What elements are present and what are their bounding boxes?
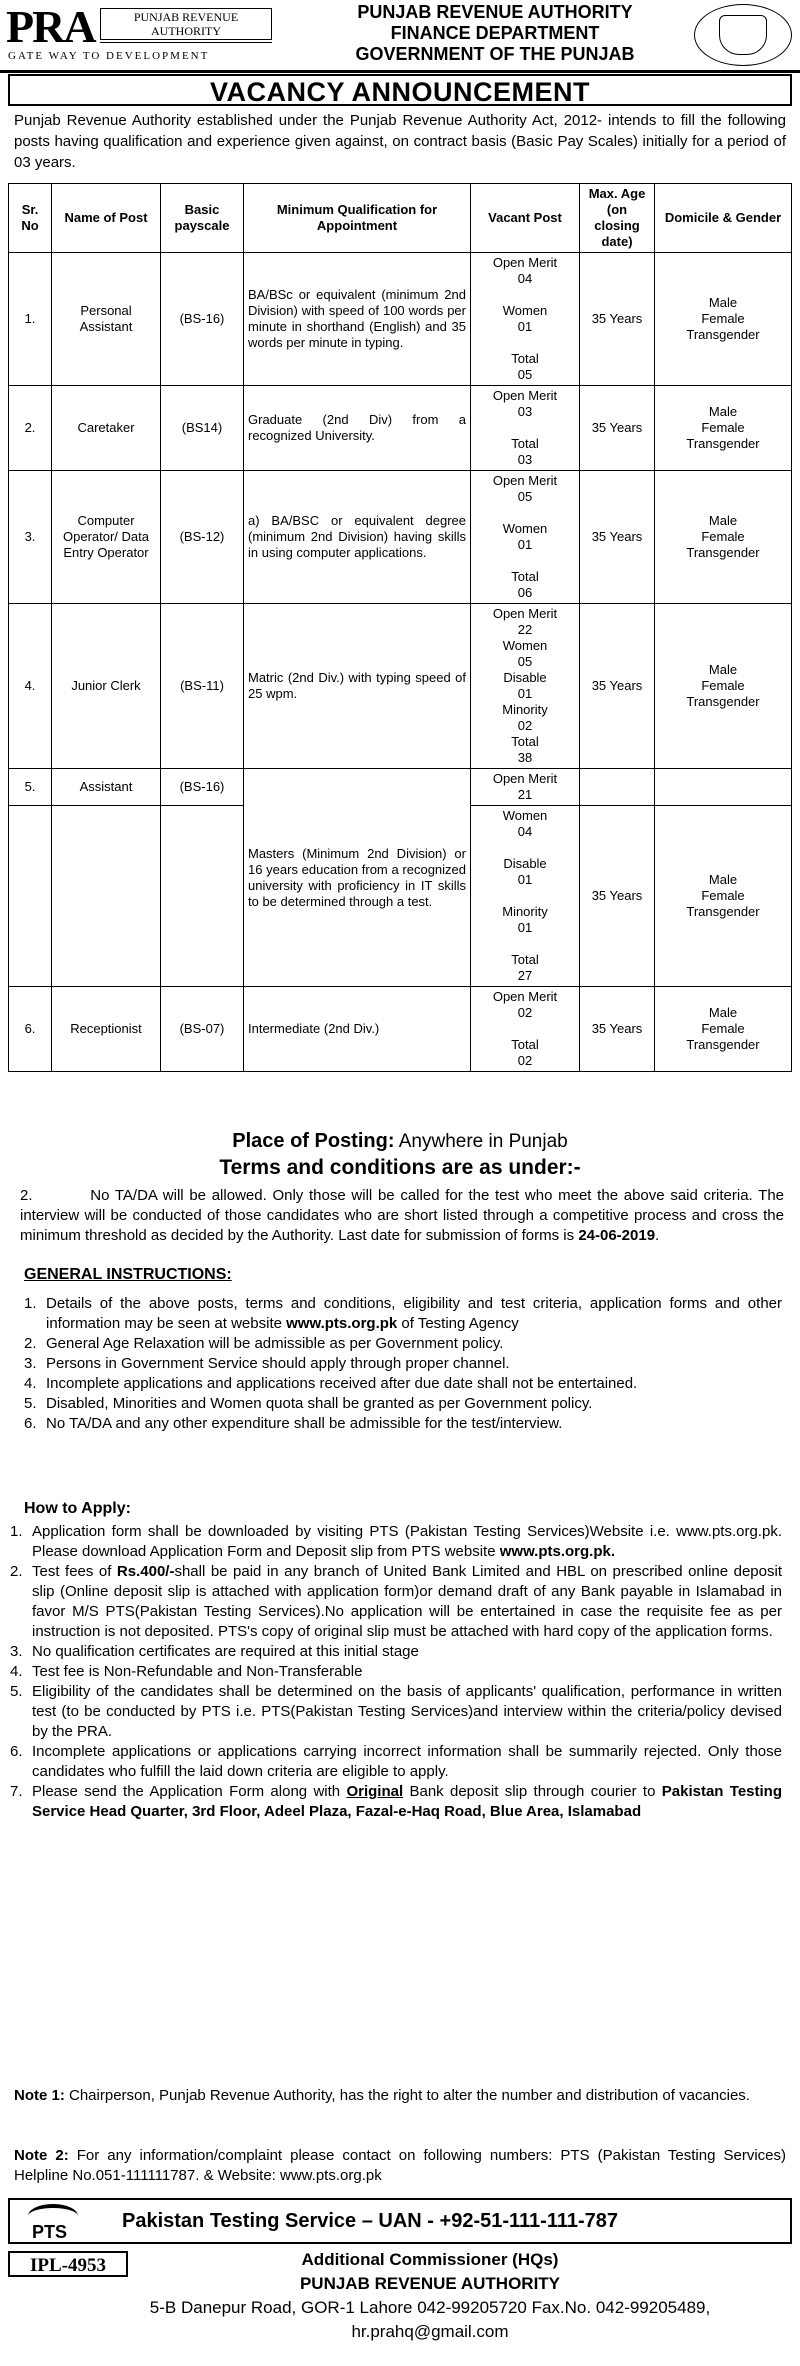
pts-logo-icon — [18, 2202, 88, 2242]
cell-scale: (BS-07) — [161, 987, 244, 1072]
vacant-line: 05 — [517, 367, 533, 382]
gender-line: Male — [708, 404, 738, 419]
table-header-row — [9, 184, 792, 253]
vacant-line — [475, 1021, 575, 1037]
vacant-line: 01 — [517, 537, 533, 552]
vacant-line: 02 — [517, 1005, 533, 1020]
gender-line: Female — [701, 529, 745, 544]
cell-scale: (BS-11) — [161, 604, 244, 769]
header-sr-no: Sr. No — [9, 184, 52, 253]
table-row — [9, 471, 792, 604]
gender-line: Male — [708, 872, 738, 887]
list-text: Persons in Government Service should apply through proper channel. — [46, 1355, 510, 1372]
how-to-apply-title: How to Apply: — [24, 1500, 131, 1517]
list-text: Test fee is Non-Refundable and Non-Transferable — [32, 1663, 363, 1680]
cell-age: 35 Years — [580, 806, 655, 987]
cell-sr: 2. — [9, 386, 52, 471]
list-item — [24, 1354, 782, 1374]
posting-label: Place of Posting: — [232, 1130, 395, 1152]
gender-line: Transgender — [686, 1037, 760, 1052]
header-post: Name of Post — [52, 184, 161, 253]
vacant-line — [475, 505, 575, 521]
cell-gender — [655, 253, 792, 386]
list-text: Incomplete applications or applications carrying incorrect information shall be summarily rejected. Only those candidates who fulfill the laid down criteria are eligible to apply. — [32, 1743, 782, 1780]
cell-qualification: BA/BSc or equivalent (minimum 2nd Division) with speed of 100 words per minute in shorthand (English) and 35 words per minute in typing. — [244, 253, 471, 386]
vacant-line: Minority — [502, 702, 548, 717]
list-num: 6. — [10, 1743, 23, 1760]
vacancy-table — [8, 183, 792, 1072]
vacant-line: 21 — [517, 787, 533, 802]
note-1-label: Note 1: — [14, 2087, 65, 2104]
gender-line: Male — [708, 1005, 738, 1020]
table-row — [9, 604, 792, 769]
cell-qualification: Masters (Minimum 2nd Division) or 16 years education from a recognized university with proficiency in IT skills to be determined through a test. — [244, 769, 471, 987]
cell-sr: 4. — [9, 604, 52, 769]
vacant-line: Women — [502, 638, 548, 653]
cell-vacant — [471, 769, 580, 806]
list-bold: www.pts.org.pk — [286, 1315, 398, 1332]
vacant-line: 03 — [517, 452, 533, 467]
logo-tagline: GATE WAY TO DEVELOPMENT — [8, 50, 210, 62]
list-num: 1. — [24, 1295, 37, 1312]
list-text: Test fees of — [32, 1563, 117, 1580]
how-to-apply-list — [10, 1522, 782, 1822]
vacant-line: Open Merit — [492, 255, 558, 270]
list-text: Details of the above posts, terms and conditions, eligibility and test criteria, application forms and other information may be seen at website — [46, 1295, 782, 1332]
list-item — [10, 1682, 782, 1742]
note-2 — [14, 2146, 786, 2186]
vacant-line: 04 — [517, 271, 533, 286]
vacant-line: Women — [502, 303, 548, 318]
vacant-line: Women — [502, 808, 548, 823]
vacant-line: 05 — [517, 489, 533, 504]
cell-age: 35 Years — [580, 987, 655, 1072]
gender-line: Female — [701, 1021, 745, 1036]
gender-line: Transgender — [686, 436, 760, 451]
list-num: 4. — [24, 1375, 37, 1392]
cell-qualification: a) BA/BSC or equivalent degree (minimum 2nd Division) having skills in using computer applications. — [244, 471, 471, 604]
vacant-line: Total — [511, 436, 539, 451]
vacant-line: Open Merit — [492, 606, 558, 621]
logo-name: PUNJAB REVENUE AUTHORITY — [100, 8, 272, 40]
list-item — [24, 1414, 782, 1434]
list-text: Eligibility of the candidates shall be determined on the basis of applicants' qualification, performance in written test (to be conducted by PTS i.e. PTS(Pakistan Testing Services)and interview within the criteria/policy devised by the PRA. — [32, 1683, 782, 1740]
vacant-line: Total — [511, 351, 539, 366]
cell-age: 35 Years — [580, 386, 655, 471]
list-item — [24, 1374, 782, 1394]
cell-sr: 6. — [9, 987, 52, 1072]
cell-empty — [52, 806, 161, 987]
vacant-line: 02 — [517, 718, 533, 733]
cell-qualification: Intermediate (2nd Div.) — [244, 987, 471, 1072]
vacant-line: Total — [511, 569, 539, 584]
header-age: Max. Age (on closing date) — [580, 184, 655, 253]
vacant-line: Open Merit — [492, 771, 558, 786]
gender-line: Transgender — [686, 327, 760, 342]
cell-gender — [655, 806, 792, 987]
list-text: Disabled, Minorities and Women quota shall be granted as per Government policy. — [46, 1395, 593, 1412]
list-bold: www.pts.org.pk. — [499, 1543, 616, 1560]
terms-num: 2. — [20, 1187, 33, 1204]
vacant-line — [475, 936, 575, 952]
vacant-line: Disable — [503, 856, 547, 871]
pts-logo-text: PTS — [32, 2222, 68, 2242]
cell-age: 35 Years — [580, 253, 655, 386]
vacant-line: Open Merit — [492, 388, 558, 403]
cell-qualification: Matric (2nd Div.) with typing speed of 25 wpm. — [244, 604, 471, 769]
note-1 — [14, 2086, 786, 2106]
cell-empty — [161, 806, 244, 987]
header-titles — [300, 2, 690, 65]
vacant-line: Minority — [502, 904, 548, 919]
cell-sr: 1. — [9, 253, 52, 386]
cell-vacant — [471, 253, 580, 386]
list-bold-address: Pakistan Testing Service Head Quarter, 3rd Floor, Adeel Plaza, Fazal-e-Haq Road, Blue Area, Islamabad — [32, 1783, 782, 1820]
pts-contact: Pakistan Testing Service – UAN - +92-51-111-111-787 — [122, 2210, 619, 2232]
note-2-text: For any information/complaint please contact on following numbers: PTS (Pakistan Testing Services) Helpline No.051-111111787. & Website: www.pts.org.pk — [14, 2147, 787, 2184]
gender-line: Female — [701, 420, 745, 435]
list-num: 2. — [10, 1563, 23, 1580]
header-qualification: Minimum Qualification for Appointment — [244, 184, 471, 253]
vacant-line: 01 — [517, 319, 533, 334]
cell-post: Assistant — [52, 769, 161, 806]
header-payscale: Basic payscale — [161, 184, 244, 253]
footer-line-4: hr.prahq@gmail.com — [351, 2322, 509, 2341]
gender-line: Transgender — [686, 904, 760, 919]
vacant-line — [475, 287, 575, 303]
cell-vacant — [471, 987, 580, 1072]
terms-title: Terms and conditions are as under:- — [219, 1156, 581, 1179]
vacant-line: Open Merit — [492, 989, 558, 1004]
cell-age: 35 Years — [580, 604, 655, 769]
table-body — [9, 253, 792, 1072]
general-instructions-list — [24, 1294, 782, 1434]
list-num: 4. — [10, 1663, 23, 1680]
cell-post: Personal Assistant — [52, 253, 161, 386]
gender-line: Female — [701, 678, 745, 693]
vacant-line: 03 — [517, 404, 533, 419]
vacant-line: Total — [511, 734, 539, 749]
cell-gender — [655, 769, 792, 806]
list-bold: Rs.400/- — [116, 1563, 175, 1580]
gender-line: Male — [708, 513, 738, 528]
gender-line: Male — [708, 662, 738, 677]
cell-post: Receptionist — [52, 987, 161, 1072]
cell-gender — [655, 386, 792, 471]
table-row — [9, 769, 792, 806]
list-item — [10, 1642, 782, 1662]
header-line-1: PUNJAB REVENUE AUTHORITY — [357, 2, 633, 22]
cell-scale: (BS14) — [161, 386, 244, 471]
cell-age — [580, 769, 655, 806]
vacant-line: 38 — [517, 750, 533, 765]
list-text: Please send the Application Form along with — [32, 1783, 347, 1800]
table-row — [9, 386, 792, 471]
cell-sr: 3. — [9, 471, 52, 604]
general-instructions-title: GENERAL INSTRUCTIONS: — [24, 1266, 232, 1283]
terms-text: No TA/DA will be allowed. Only those will be called for the test who meet the above said criteria. The interview will be conducted of those candidates who are short listed through a competitive process and cross the minimum threshold as decided by the Authority. Last date for submission of forms is — [20, 1187, 785, 1244]
vacant-line — [475, 420, 575, 436]
vacant-line: 22 — [517, 622, 533, 637]
terms-end: . — [655, 1227, 660, 1244]
vacant-line: 01 — [517, 686, 533, 701]
vacant-line: Total — [511, 1037, 539, 1052]
cell-gender — [655, 471, 792, 604]
intro-text: Punjab Revenue Authority established under the Punjab Revenue Authority Act, 2012- intends to fill the following posts having qualification and experience given against, on contract basis (Basic Pay Scales) initially for a period of 03 years. — [14, 112, 786, 171]
cell-vacant — [471, 806, 580, 987]
terms-paragraph — [20, 1186, 784, 1246]
list-num: 3. — [24, 1355, 37, 1372]
vacant-line — [475, 553, 575, 569]
cell-post: Junior Clerk — [52, 604, 161, 769]
header — [0, 0, 800, 73]
ipl-number: IPL-4953 — [8, 2251, 128, 2277]
footer-line-2: PUNJAB REVENUE AUTHORITY — [299, 2274, 561, 2293]
list-num: 6. — [24, 1415, 37, 1432]
gender-line: Transgender — [686, 545, 760, 560]
cell-empty — [9, 806, 52, 987]
cell-age: 35 Years — [580, 471, 655, 604]
vacant-line: 02 — [517, 1053, 533, 1068]
posting-value: Anywhere in Punjab — [398, 1131, 568, 1152]
vacant-line: 01 — [517, 872, 533, 887]
vacant-line: 05 — [517, 654, 533, 669]
list-num: 1. — [10, 1523, 23, 1540]
cell-gender — [655, 987, 792, 1072]
footer — [130, 2248, 730, 2344]
list-item — [24, 1294, 782, 1334]
list-item — [24, 1394, 782, 1414]
gender-line: Female — [701, 311, 745, 326]
pra-logo — [6, 1, 306, 66]
list-tail: of Testing Agency — [397, 1315, 519, 1332]
cell-vacant — [471, 471, 580, 604]
header-line-2: FINANCE DEPARTMENT — [390, 23, 600, 43]
vacant-line: 04 — [517, 824, 533, 839]
list-text: Incomplete applications and applications received after due date shall not be entertained. — [46, 1375, 638, 1392]
vacant-line — [475, 888, 575, 904]
list-num: 2. — [24, 1335, 37, 1352]
last-date: 24-06-2019 — [578, 1227, 656, 1244]
list-num: 5. — [24, 1395, 37, 1412]
vacant-line: 06 — [517, 585, 533, 600]
vacant-line: Open Merit — [492, 473, 558, 488]
cell-scale: (BS-16) — [161, 253, 244, 386]
header-line-3: GOVERNMENT OF THE PUNJAB — [355, 44, 635, 64]
cell-post: Caretaker — [52, 386, 161, 471]
footer-line-3: 5-B Danepur Road, GOR-1 Lahore 042-99205720 Fax.No. 042-99205489, — [149, 2298, 711, 2317]
cell-sr: 5. — [9, 769, 52, 806]
vacant-line — [475, 335, 575, 351]
place-of-posting — [0, 1130, 800, 1153]
table-row — [9, 253, 792, 386]
header-domicile: Domicile & Gender — [655, 184, 792, 253]
list-text: Application form shall be downloaded by visiting PTS (Pakistan Testing Services)Website i.e. www.pts.org.pk. Please download Application Form and Deposit slip from PTS website — [32, 1523, 782, 1560]
vacant-line — [475, 840, 575, 856]
cell-gender — [655, 604, 792, 769]
note-2-label: Note 2: — [14, 2147, 69, 2164]
logo-mark: PRA — [6, 1, 95, 52]
list-item — [10, 1782, 782, 1822]
list-item — [10, 1662, 782, 1682]
vacant-line: 27 — [517, 968, 533, 983]
note-1-text: Chairperson, Punjab Revenue Authority, has the right to alter the number and distribution of vacancies. — [64, 2087, 750, 2104]
list-item — [10, 1562, 782, 1642]
list-text: No qualification certificates are required at this initial stage — [32, 1643, 419, 1660]
vacant-line: Total — [511, 952, 539, 967]
vacant-line: Women — [502, 521, 548, 536]
list-text: No TA/DA and any other expenditure shall be admissible for the test/interview. — [46, 1415, 563, 1432]
cell-qualification: Graduate (2nd Div) from a recognized University. — [244, 386, 471, 471]
list-underline-bold: Original — [346, 1783, 404, 1800]
cell-scale: (BS-16) — [161, 769, 244, 806]
page-title: VACANCY ANNOUNCEMENT — [8, 74, 792, 106]
vacant-line: Disable — [503, 670, 547, 685]
footer-line-1: Additional Commissioner (HQs) — [301, 2250, 559, 2269]
cell-vacant — [471, 604, 580, 769]
list-item — [24, 1334, 782, 1354]
cell-scale: (BS-12) — [161, 471, 244, 604]
emblem-shield-icon — [719, 15, 767, 55]
gender-line: Female — [701, 888, 745, 903]
list-item — [10, 1522, 782, 1562]
cell-vacant — [471, 386, 580, 471]
list-item — [10, 1742, 782, 1782]
table-row — [9, 987, 792, 1072]
logo-divider — [100, 42, 272, 43]
list-num: 5. — [10, 1683, 23, 1700]
header-vacant: Vacant Post — [471, 184, 580, 253]
punjab-emblem-icon — [694, 4, 792, 66]
list-num: 7. — [10, 1783, 23, 1800]
list-tail: Bank deposit slip through courier to — [403, 1783, 662, 1800]
pts-banner — [8, 2198, 792, 2244]
list-text: General Age Relaxation will be admissible as per Government policy. — [46, 1335, 504, 1352]
cell-post: Computer Operator/ Data Entry Operator — [52, 471, 161, 604]
vacant-line: 01 — [517, 920, 533, 935]
gender-line: Male — [708, 295, 738, 310]
gender-line: Transgender — [686, 694, 760, 709]
list-num: 3. — [10, 1643, 23, 1660]
list-tail: shall be paid in any branch of United Bank Limited and HBL on prescribed online deposit slip (Online deposit slip is attached with application form)or demand draft of any Bank payable in Islamabad in favor M/S PTS(Pakistan Testing Services).No application will be entertained in case the requisite fee as per instruction is not deposited. PTS's copy of original slip must be attached with hard copy of the application forms. — [32, 1563, 782, 1640]
